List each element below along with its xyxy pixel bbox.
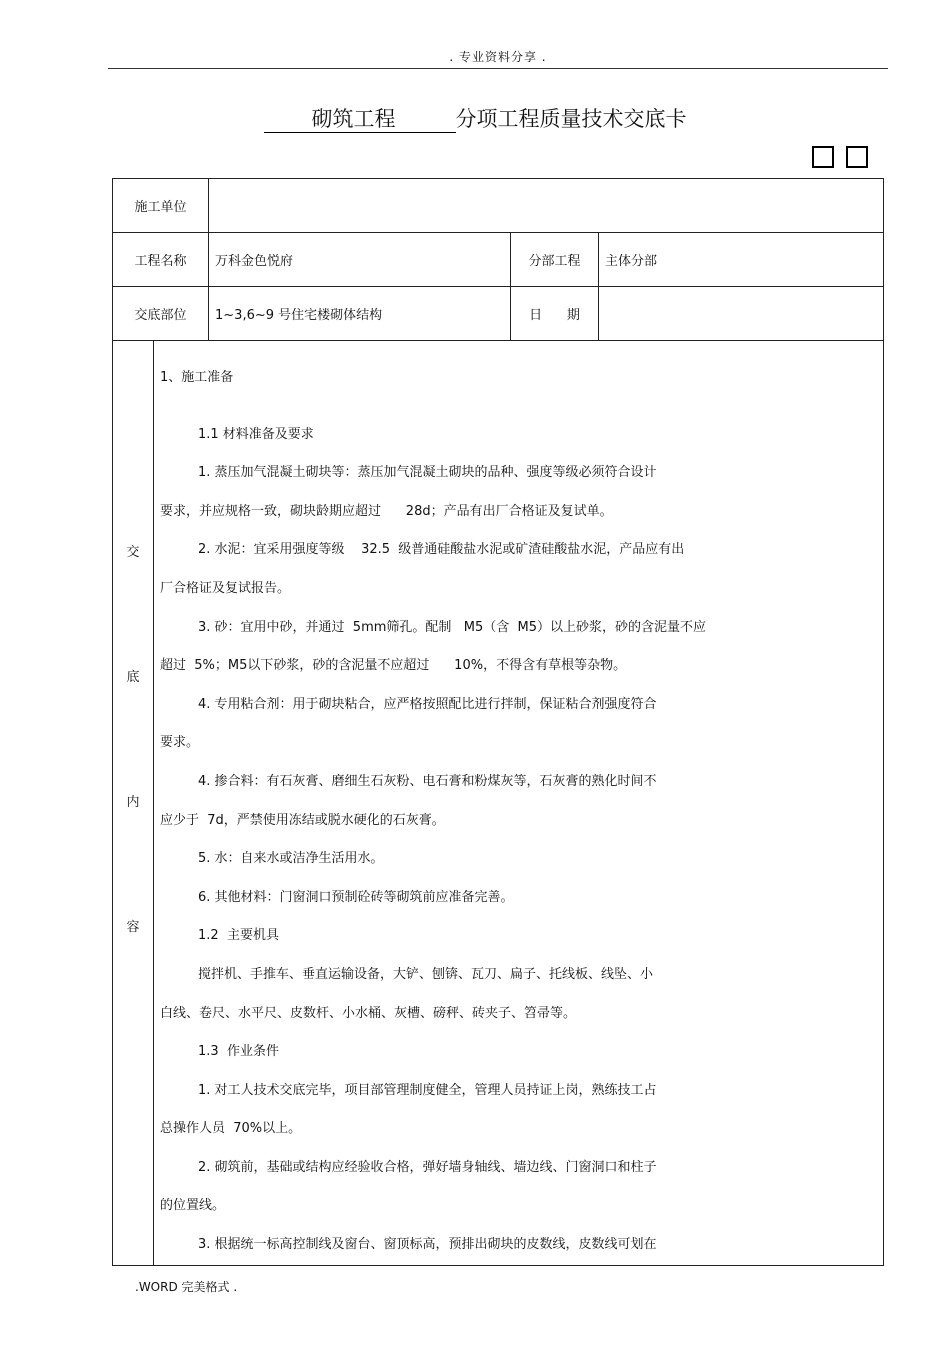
content-line: 1. 对工人技术交底完毕，项目部管理制度健全，管理人员持证上岗，熟练技工占 [198, 1082, 657, 1098]
content-line: 白线、卷尺、水平尺、皮数杆、小水桶、灰槽、磅秤、砖夹子、笤帚等。 [160, 1005, 577, 1021]
content-line: 1.3 作业条件 [198, 1044, 279, 1060]
content-line: 3. 砂：宜用中砂，并通过 5mm筛孔。配制 M5（含 M5）以上砂浆，砂的含泥量不应 [198, 619, 707, 635]
label-disclosure-location: 交底部位 [113, 287, 209, 341]
content-line: 要求。 [160, 735, 200, 751]
label-date: 日 期 [511, 287, 599, 341]
value-date [599, 287, 884, 341]
content-line: 厂合格证及复试报告。 [160, 580, 291, 596]
content-line: 3. 根据统一标高控制线及窗台、窗顶标高，预排出砌块的皮数线，皮数线可划在 [198, 1237, 657, 1253]
title-text: 分项工程质量技术交底卡 [455, 107, 687, 131]
disclosure-content [154, 341, 884, 1266]
content-line: 4. 专用粘合剂：用于砌块粘合，应严格按照配比进行拌制，保证粘合剂强度符合 [198, 696, 657, 712]
content-line: 搅拌机、手推车、垂直运输设备，大铲、刨锛、瓦刀、扁子、托线板、线坠、小 [198, 966, 654, 982]
document-title [0, 106, 950, 133]
content-line: 1. 蒸压加气混凝土砌块等：蒸压加气混凝土砌块的品种、强度等级必须符合设计 [198, 465, 657, 481]
label-construction-unit: 施工单位 [113, 179, 209, 233]
label-sub-project: 分部工程 [511, 233, 599, 287]
content-line: 要求，并应规格一致，砌块龄期应超过 28d；产品有出厂合格证及复试单。 [160, 503, 613, 519]
header-rule [108, 68, 888, 69]
value-disclosure-location: 1~3,6~9 号住宅楼砌体结构 [209, 287, 511, 341]
row-construction-unit [113, 179, 884, 233]
content-line: 2. 水泥：宜采用强度等级 32.5 级普通硅酸盐水泥或矿渣硅酸盐水泥，产品应有出 [198, 542, 685, 558]
content-line: 2. 砌筑前，基础或结构应经验收合格，弹好墙身轴线、墙边线、门窗洞口和柱子 [198, 1159, 657, 1175]
row-content [113, 341, 884, 1266]
checkbox-2[interactable] [846, 146, 868, 168]
title-fill-in: 砌筑工程 [264, 106, 456, 133]
row-project-name [113, 233, 884, 287]
disclosure-card-table [112, 178, 884, 1266]
value-construction-unit [209, 179, 884, 233]
side-label-char: 底 [126, 670, 140, 685]
value-sub-project: 主体分部 [599, 233, 884, 287]
checkbox-group [812, 146, 868, 168]
content-line: 总操作人员 70%以上。 [160, 1121, 302, 1137]
label-project-name: 工程名称 [113, 233, 209, 287]
page-footer: .WORD 完美格式 . [135, 1280, 238, 1294]
side-label-char: 交 [126, 545, 140, 560]
value-project-name: 万科金色悦府 [209, 233, 511, 287]
content-line: 6. 其他材料：门窗洞口预制砼砖等砌筑前应准备完善。 [198, 889, 514, 905]
content-line: 超过 5%；M5以下砂浆，砂的含泥量不应超过 10%，不得含有草根等杂物。 [160, 658, 627, 674]
side-label [113, 341, 154, 1266]
content-line: 1、施工准备 [160, 370, 234, 385]
checkbox-1[interactable] [812, 146, 834, 168]
row-disclosure-location [113, 287, 884, 341]
content-line: 应少于 7d，严禁使用冻结或脱水硬化的石灰膏。 [160, 812, 445, 828]
side-label-char: 内 [126, 795, 140, 810]
content-line: 1.2 主要机具 [198, 928, 279, 944]
content-line: 的位置线。 [160, 1198, 226, 1214]
page-header: . 专业资料分享 . [449, 50, 547, 64]
content-line: 4. 掺合料：有石灰膏、磨细生石灰粉、电石膏和粉煤灰等，石灰膏的熟化时间不 [198, 773, 657, 789]
content-line: 5. 水：自来水或洁净生活用水。 [198, 851, 384, 867]
content-line: 1.1 材料准备及要求 [198, 426, 314, 442]
side-label-char: 容 [126, 920, 140, 935]
